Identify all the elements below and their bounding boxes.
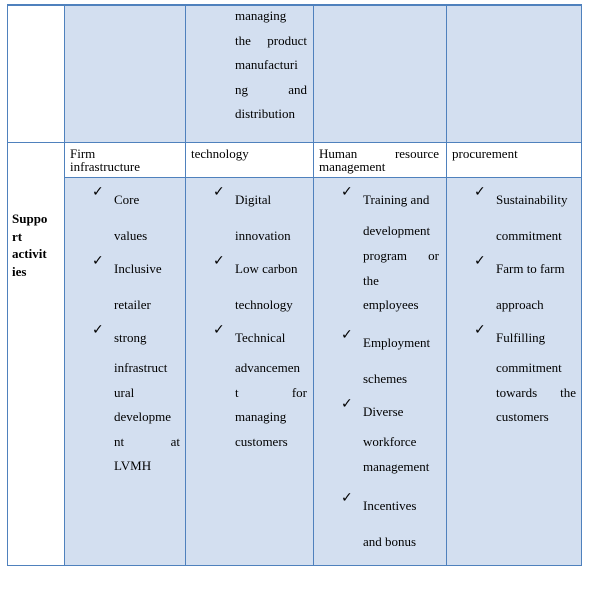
list-item: Diverse workforce management (363, 404, 430, 474)
header-human-resource: Human resource management (319, 146, 439, 174)
list-item: Employment schemes (363, 335, 431, 386)
check-icon: ✓ (213, 184, 225, 200)
check-icon: ✓ (341, 490, 353, 506)
list-item: Technical advancemen t for managing customers (235, 330, 307, 449)
check-icon: ✓ (474, 184, 486, 200)
list-item: Digital innovation (235, 192, 291, 243)
top-cell-3 (313, 4, 446, 142)
check-icon: ✓ (341, 327, 353, 343)
check-icon: ✓ (92, 322, 104, 338)
value-chain-table (7, 4, 582, 566)
check-icon: ✓ (92, 184, 104, 200)
header-firm-infrastructure: Firm infrastructure (70, 146, 141, 174)
check-icon: ✓ (341, 396, 353, 412)
list-item: Incentives and bonus (363, 498, 417, 549)
check-icon: ✓ (213, 253, 225, 269)
top-cell-text: managing the product manufacturi ng and distribution (235, 8, 307, 121)
check-icon: ✓ (92, 253, 104, 269)
list-item: Sustainability commitment (496, 192, 568, 243)
support-activities-label: Suppo rt activit ies (12, 211, 48, 279)
list-item: Fulfilling commitment towards the customers (496, 330, 576, 424)
list-item: Training and development program or the employees (363, 192, 439, 312)
header-technology: technology (191, 146, 249, 161)
list-item: Farm to farm approach (496, 261, 565, 312)
check-icon: ✓ (474, 322, 486, 338)
top-cell-4 (446, 4, 582, 142)
check-icon: ✓ (341, 184, 353, 200)
top-cell-1 (64, 4, 185, 142)
list-item: Inclusive retailer (114, 261, 162, 312)
check-icon: ✓ (474, 253, 486, 269)
list-item: strong infrastruct ural developme nt at LVMH (114, 330, 180, 473)
list-item: Core values (114, 192, 148, 243)
list-item: Low carbon technology (235, 261, 298, 312)
header-procurement: procurement (452, 146, 518, 161)
check-icon: ✓ (213, 322, 225, 338)
